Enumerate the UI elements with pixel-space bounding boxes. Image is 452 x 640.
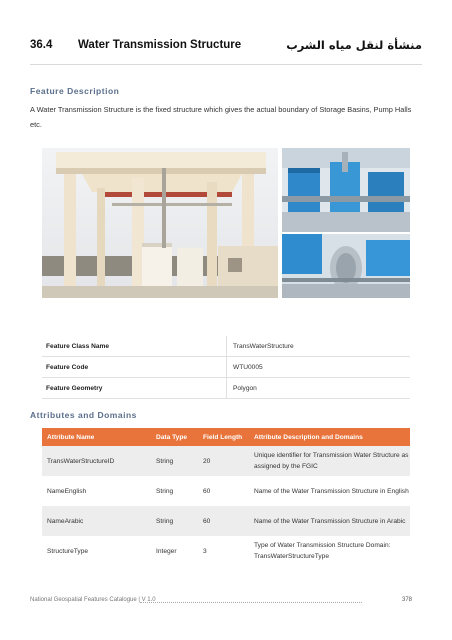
- section-title-row: [30, 36, 422, 60]
- table-row: [42, 336, 410, 357]
- attribute-name-cell: NameEnglish: [47, 487, 87, 495]
- attribute-name-cell: StructureType: [47, 547, 89, 555]
- column-header-field-length: Field Length: [198, 428, 249, 446]
- photo-valve-room: [282, 234, 410, 298]
- feature-geometry-label: Feature Geometry: [42, 378, 227, 399]
- column-header-data-type: Data Type: [151, 428, 198, 446]
- table-row: [42, 446, 410, 476]
- table-row: [42, 476, 410, 506]
- data-type-cell: String: [151, 446, 198, 476]
- description-cell: Unique identifier for Transmission Water Structure as assigned by the FGIC: [249, 446, 410, 476]
- feature-code-label: Feature Code: [42, 357, 227, 378]
- attributes-heading: Attributes and Domains: [30, 410, 137, 420]
- data-type-cell: String: [151, 506, 198, 536]
- field-length-cell: 60: [198, 506, 249, 536]
- field-length-cell: 3: [203, 547, 207, 555]
- attribute-name-cell: TransWaterStructureID: [42, 446, 151, 476]
- table-row: [42, 378, 410, 399]
- column-header-description: Attribute Description and Domains: [249, 428, 410, 446]
- data-type-cell: Integer: [156, 547, 177, 555]
- feature-description-text: A Water Transmission Structure is the fixed structure which gives the actual boundary of Storage Basins, Pump Halls etc.: [30, 105, 412, 129]
- footer-text: National Geospatial Features Catalogue | V 1.0: [30, 597, 156, 603]
- feature-geometry-value: Polygon: [227, 378, 411, 399]
- description-cell: Name of the Water Transmission Structure in English: [254, 487, 409, 495]
- attribute-name-cell: NameArabic: [42, 506, 151, 536]
- field-length-cell: 20: [198, 446, 249, 476]
- feature-description-heading: Feature Description: [30, 86, 120, 96]
- table-row: [42, 357, 410, 378]
- data-type-cell: String: [156, 487, 174, 495]
- section-number: 36.4: [30, 39, 53, 51]
- footer-leader-dots: [140, 597, 362, 603]
- photo-pump-hall: [282, 148, 410, 232]
- table-header-row: [42, 428, 410, 446]
- table-row: [42, 536, 410, 566]
- feature-class-name-label: Feature Class Name: [42, 336, 227, 357]
- column-header-attribute-name: Attribute Name: [42, 428, 151, 446]
- description-cell: Name of the Water Transmission Structure in Arabic: [249, 506, 410, 536]
- section-title-arabic: منشأة لنقل مياه الشرب: [286, 38, 422, 52]
- section-title: Water Transmission Structure: [78, 39, 242, 51]
- photo-water-structure: [42, 148, 278, 298]
- feature-code-value: WTU0005: [227, 357, 411, 378]
- description-cell: Type of Water Transmission Structure Domain: TransWaterStructureType: [254, 542, 391, 560]
- feature-class-name-value: TransWaterStructure: [227, 336, 411, 357]
- field-length-cell: 60: [203, 487, 211, 495]
- page-number: 378: [401, 597, 412, 603]
- attributes-table: [42, 428, 410, 566]
- table-row: [42, 506, 410, 536]
- title-divider: [30, 64, 422, 65]
- feature-photos: [42, 148, 410, 298]
- feature-info-table: [42, 336, 410, 399]
